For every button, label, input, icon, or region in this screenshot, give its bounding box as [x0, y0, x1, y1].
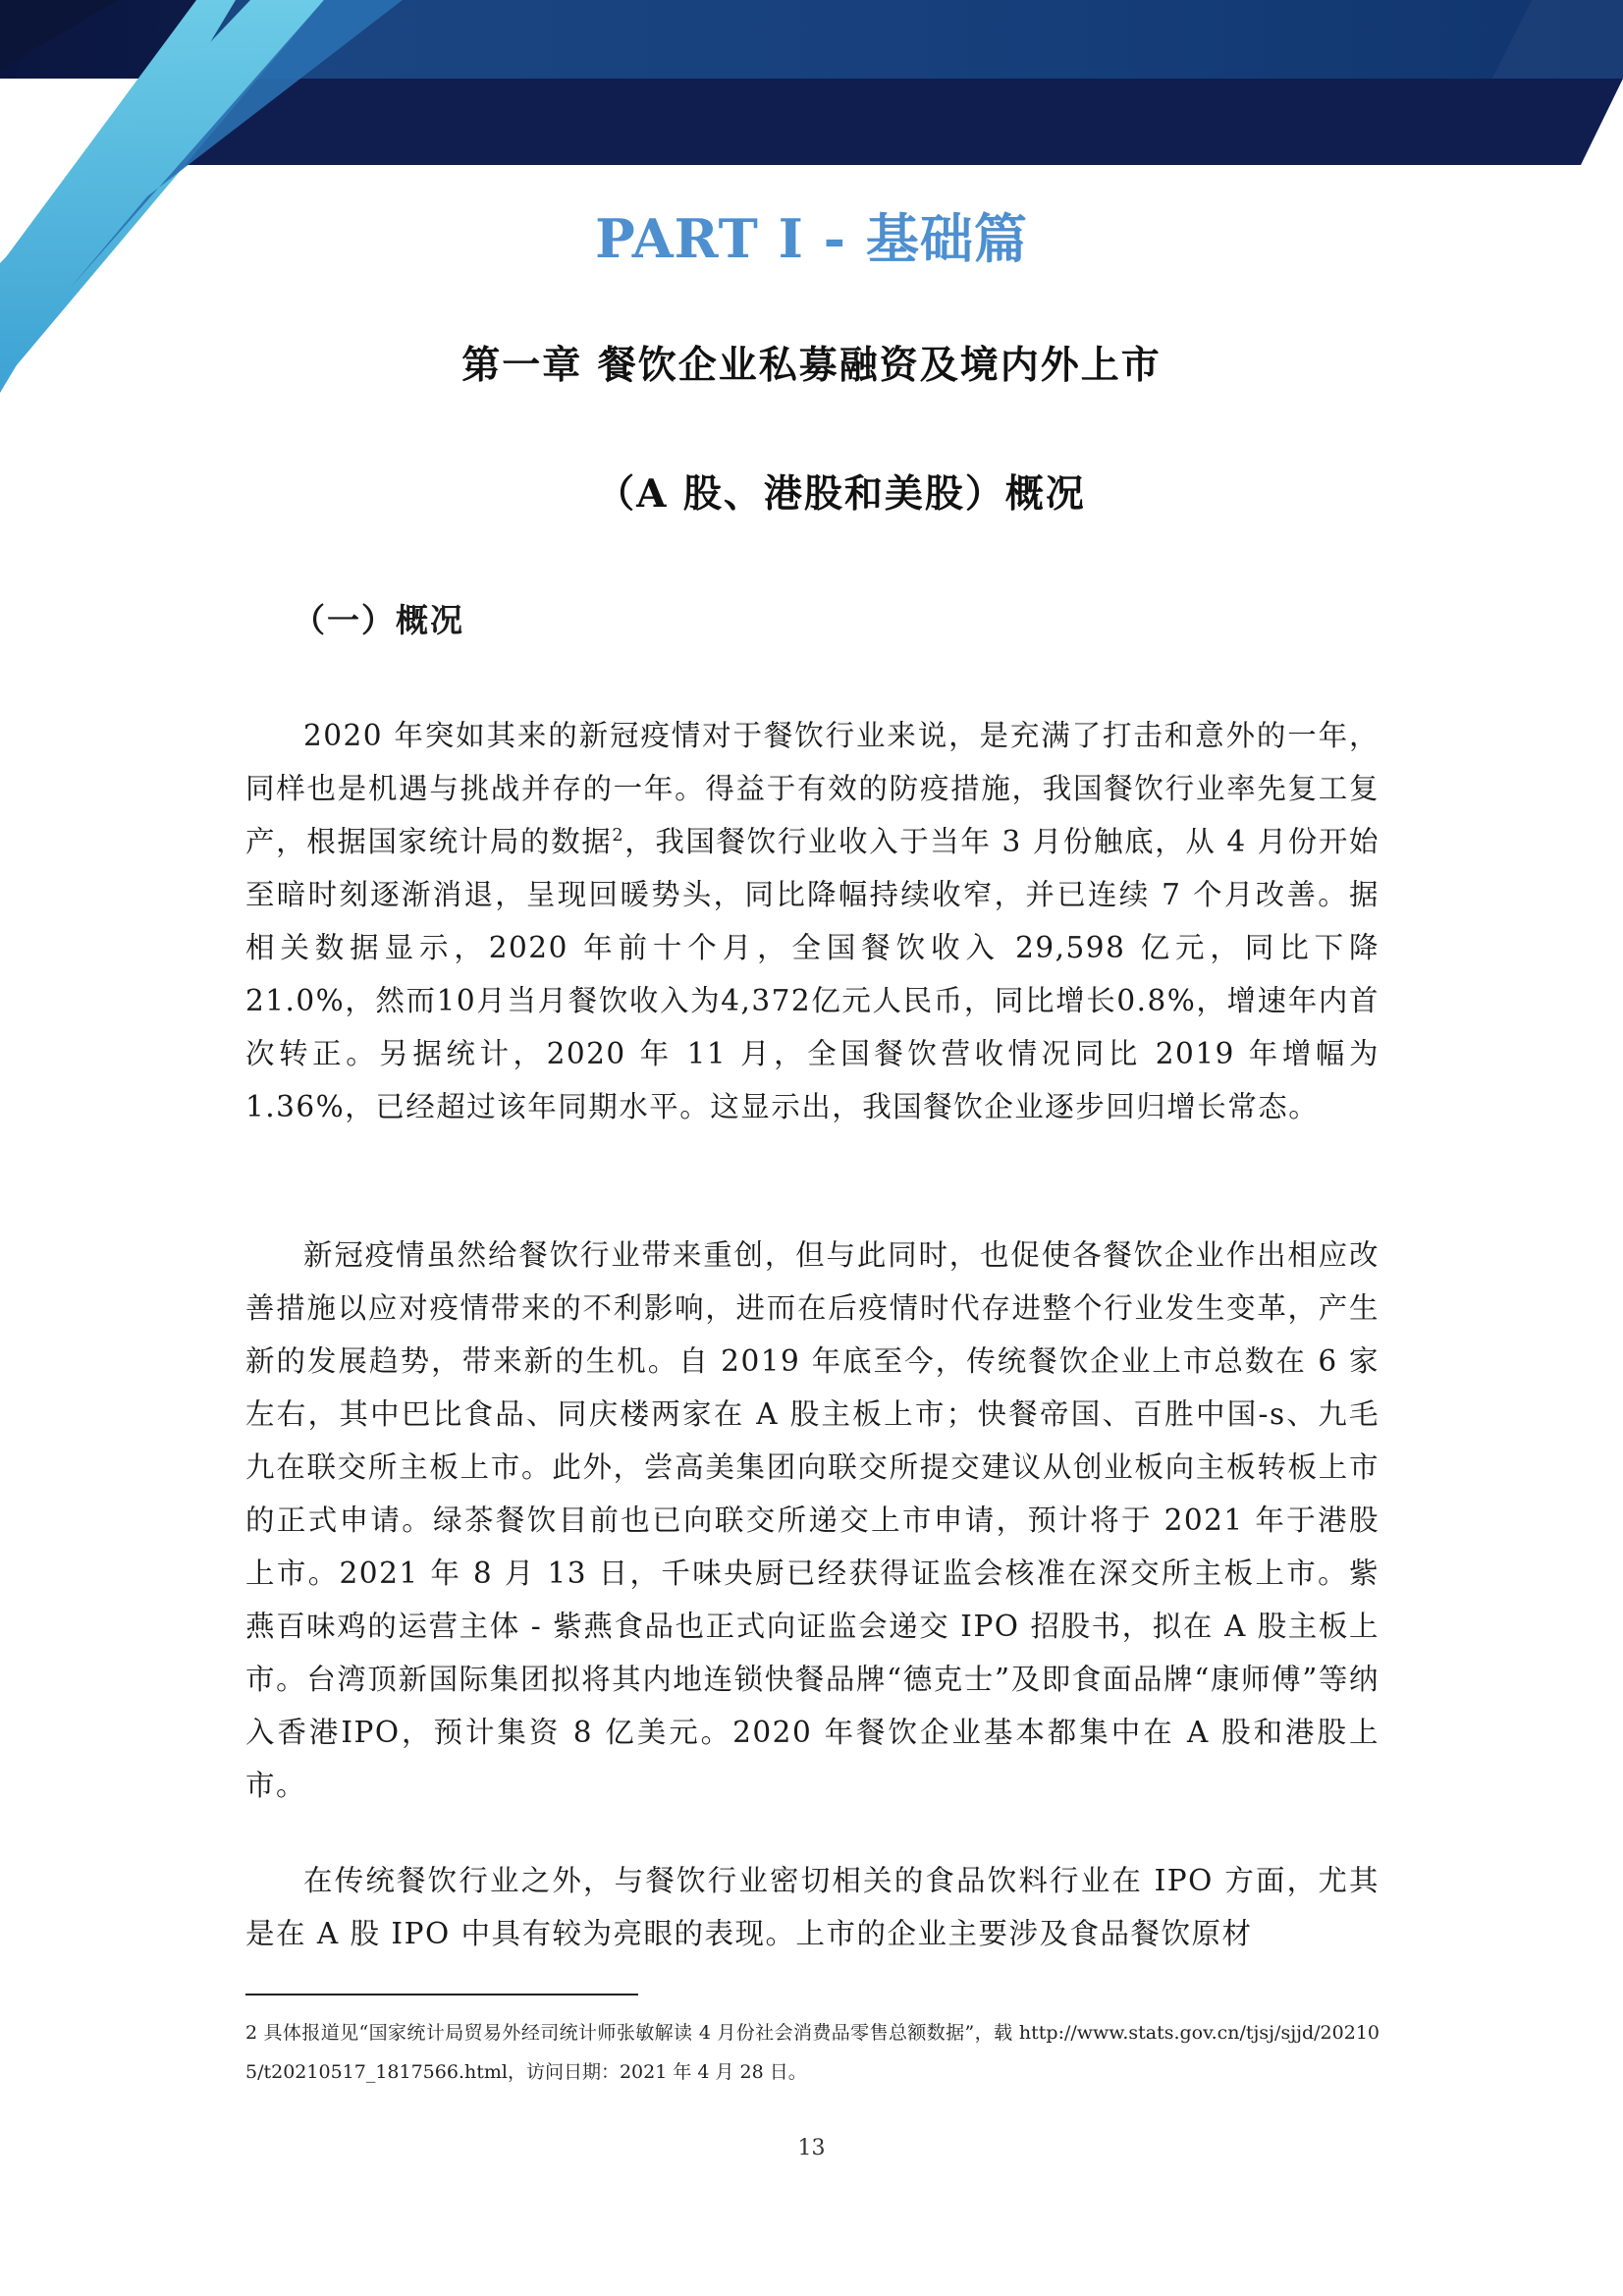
paragraph-1	[245, 709, 1380, 1133]
chapter-title-line2: （A 股、港股和美股）概况	[596, 471, 1086, 517]
section-title: （一）概况	[293, 601, 464, 639]
header-banner	[0, 0, 1623, 393]
footnote: 2 具体报道见“国家统计局贸易外经司统计师张敏解读 4 月份社会消费品零售总额数据”，载 http://www.stats.gov.cn/tjsj/sjjd/202105/t20210517_1817566.html，访问日期：2021 年 4 月 28 日。	[245, 2022, 1380, 2083]
footnote-reference[interactable]: 2	[612, 826, 625, 847]
banner-dark-band	[123, 79, 1623, 165]
paragraph-2: 新冠疫情虽然给餐饮行业带来重创，但与此同时，也促使各餐饮企业作出相应改善措施以应对疫情带来的不利影响，进而在后疫情时代存进整个行业发生变革，产生新的发展趋势，带来新的生机。自 2019 年底至今，传统餐饮企业上市总数在 6 家左右，其中巴比食品、同庆楼两家在 A 股主板上市；快餐帝国、百胜中国-s、九毛九在联交所主板上市。此外，尝高美集团向联交所提交建议从创业板向主板转板上市的正式申请。绿茶餐饮目前也已向联交所递交上市申请，预计将于 2021 年于港股上市。2021 年 8 月 13 日，千味央厨已经获得证监会核准在深交所主板上市。紫燕百味鸡的运营主体 - 紫燕食品也正式向证监会递交 IPO 招股书，拟在 A 股主板上市。台湾顶新国际集团拟将其内地连锁快餐品牌“德克士”及即食面品牌“康师傅”等纳入香港IPO，预计集资 8 亿美元。2020 年餐饮企业基本都集中在 A 股和港股上市。	[245, 1238, 1380, 1802]
paragraph-3: 在传统餐饮行业之外，与餐饮行业密切相关的食品饮料行业在 IPO 方面，尤其是在 A 股 IPO 中具有较为亮眼的表现。上市的企业主要涉及食品餐饮原材	[245, 1864, 1380, 1950]
page-number: 13	[797, 2136, 826, 2160]
footnote-divider	[245, 1994, 638, 1995]
chapter-title-line1: 第一章 餐饮企业私募融资及境内外上市	[461, 343, 1162, 388]
paragraph-1-part-b: ，我国餐饮行业收入于当年 3 月份触底，从 4 月份开始至暗时刻逐渐消退，呈现回暖势头，同比降幅持续收窄，并已连续 7 个月改善。据相关数据显示，2020 年前十个月，全国餐饮收入 29,598 亿元，同比下降21.0%，然而10月当月餐饮收入为4,372亿元人民币，同比增长0.8%，增速年内首次转正。另据统计，2020 年 11 月，全国餐饮营收情况同比 2019 年增幅为 1.36%，已经超过该年同期水平。这显示出，我国餐饮企业逐步回归增长常态。	[245, 825, 1380, 1123]
paragraph-1-part-a: 2020 年突如其来的新冠疫情对于餐饮行业来说，是充满了打击和意外的一年，同样也是机遇与挑战并存的一年。得益于有效的防疫措施，我国餐饮行业率先复工复产，根据国家统计局的数据	[245, 719, 1380, 858]
part-title: PART I - 基础篇	[595, 207, 1028, 270]
